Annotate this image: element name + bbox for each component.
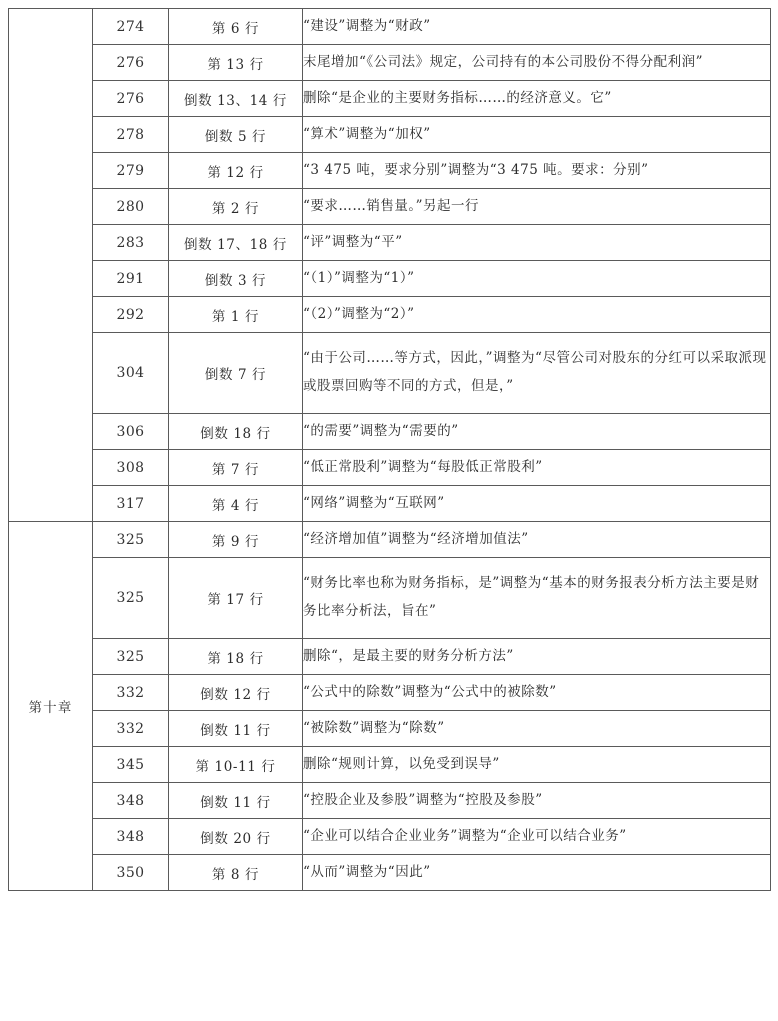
line-reference-cell: 倒数 17、18 行 — [169, 225, 303, 261]
page-number-cell: 276 — [93, 81, 169, 117]
correction-text-cell: “3 475 吨，要求分别”调整为“3 475 吨。要求：分别” — [303, 153, 771, 189]
page-number-cell: 317 — [93, 486, 169, 522]
correction-text-cell: “由于公司……等方式，因此，”调整为“尽管公司对股东的分红可以采取派现或股票回购等不同的方式，但是，” — [303, 333, 771, 414]
correction-text-cell: “建设”调整为“财政” — [303, 9, 771, 45]
table-row — [9, 783, 771, 819]
page-number-cell: 292 — [93, 297, 169, 333]
page-number-cell: 332 — [93, 711, 169, 747]
table-row — [9, 225, 771, 261]
line-reference-cell: 倒数 12 行 — [169, 675, 303, 711]
page-number-cell: 325 — [93, 522, 169, 558]
line-reference-cell: 倒数 20 行 — [169, 819, 303, 855]
line-reference-cell: 倒数 5 行 — [169, 117, 303, 153]
page-number-cell: 278 — [93, 117, 169, 153]
page-number-cell: 276 — [93, 45, 169, 81]
correction-text-cell: 删除“是企业的主要财务指标……的经济意义。它” — [303, 81, 771, 117]
page-number-cell: 283 — [93, 225, 169, 261]
table-row — [9, 747, 771, 783]
page-number-cell: 325 — [93, 639, 169, 675]
page-number-cell: 332 — [93, 675, 169, 711]
table-row — [9, 486, 771, 522]
correction-text-cell: “财务比率也称为财务指标，是”调整为“基本的财务报表分析方法主要是财务比率分析法，旨在” — [303, 558, 771, 639]
table-row — [9, 9, 771, 45]
correction-text-cell: “企业可以结合企业业务”调整为“企业可以结合业务” — [303, 819, 771, 855]
errata-table-body — [9, 9, 771, 891]
correction-text-cell: “经济增加值”调整为“经济增加值法” — [303, 522, 771, 558]
table-row — [9, 558, 771, 639]
correction-text-cell: “控股企业及参股”调整为“控股及参股” — [303, 783, 771, 819]
line-reference-cell: 倒数 3 行 — [169, 261, 303, 297]
line-reference-cell: 倒数 11 行 — [169, 711, 303, 747]
page-number-cell: 345 — [93, 747, 169, 783]
table-row — [9, 153, 771, 189]
line-reference-cell: 第 1 行 — [169, 297, 303, 333]
correction-text-cell: 删除“，是最主要的财务分析方法” — [303, 639, 771, 675]
page-number-cell: 304 — [93, 333, 169, 414]
correction-text-cell: 末尾增加“《公司法》规定，公司持有的本公司股份不得分配利润” — [303, 45, 771, 81]
table-row — [9, 81, 771, 117]
line-reference-cell: 倒数 11 行 — [169, 783, 303, 819]
line-reference-cell: 第 7 行 — [169, 450, 303, 486]
correction-text-cell: “从而”调整为“因此” — [303, 855, 771, 891]
table-row — [9, 711, 771, 747]
table-row — [9, 189, 771, 225]
correction-text-cell: 删除“规则计算，以免受到误导” — [303, 747, 771, 783]
table-row — [9, 855, 771, 891]
correction-text-cell: “公式中的除数”调整为“公式中的被除数” — [303, 675, 771, 711]
line-reference-cell: 第 6 行 — [169, 9, 303, 45]
line-reference-cell: 第 18 行 — [169, 639, 303, 675]
page-number-cell: 308 — [93, 450, 169, 486]
correction-text-cell: “要求……销售量。”另起一行 — [303, 189, 771, 225]
page-number-cell: 350 — [93, 855, 169, 891]
table-row — [9, 297, 771, 333]
page-number-cell: 279 — [93, 153, 169, 189]
correction-text-cell: “网络”调整为“互联网” — [303, 486, 771, 522]
table-row — [9, 639, 771, 675]
table-row — [9, 522, 771, 558]
page-number-cell: 274 — [93, 9, 169, 45]
line-reference-cell: 第 4 行 — [169, 486, 303, 522]
table-row — [9, 45, 771, 81]
correction-text-cell: “评”调整为“平” — [303, 225, 771, 261]
page-number-cell: 280 — [93, 189, 169, 225]
table-row — [9, 819, 771, 855]
page-number-cell: 291 — [93, 261, 169, 297]
line-reference-cell: 第 2 行 — [169, 189, 303, 225]
page-number-cell: 348 — [93, 819, 169, 855]
table-row — [9, 333, 771, 414]
correction-text-cell: “低正常股利”调整为“每股低正常股利” — [303, 450, 771, 486]
page-number-cell: 325 — [93, 558, 169, 639]
line-reference-cell: 第 8 行 — [169, 855, 303, 891]
table-row — [9, 450, 771, 486]
page-number-cell: 306 — [93, 414, 169, 450]
correction-text-cell: “（1）”调整为“1）” — [303, 261, 771, 297]
table-row — [9, 261, 771, 297]
correction-text-cell: “被除数”调整为“除数” — [303, 711, 771, 747]
line-reference-cell: 第 9 行 — [169, 522, 303, 558]
correction-text-cell: “的需要”调整为“需要的” — [303, 414, 771, 450]
line-reference-cell: 第 13 行 — [169, 45, 303, 81]
line-reference-cell: 第 12 行 — [169, 153, 303, 189]
table-row — [9, 414, 771, 450]
line-reference-cell: 第 10-11 行 — [169, 747, 303, 783]
page-number-cell: 348 — [93, 783, 169, 819]
line-reference-cell: 第 17 行 — [169, 558, 303, 639]
chapter-cell: 第十章 — [9, 522, 93, 891]
line-reference-cell: 倒数 18 行 — [169, 414, 303, 450]
line-reference-cell: 倒数 7 行 — [169, 333, 303, 414]
table-row — [9, 117, 771, 153]
correction-text-cell: “（2）”调整为“2）” — [303, 297, 771, 333]
line-reference-cell: 倒数 13、14 行 — [169, 81, 303, 117]
correction-text-cell: “算术”调整为“加权” — [303, 117, 771, 153]
table-row — [9, 675, 771, 711]
errata-table — [8, 8, 771, 891]
chapter-cell — [9, 9, 93, 522]
